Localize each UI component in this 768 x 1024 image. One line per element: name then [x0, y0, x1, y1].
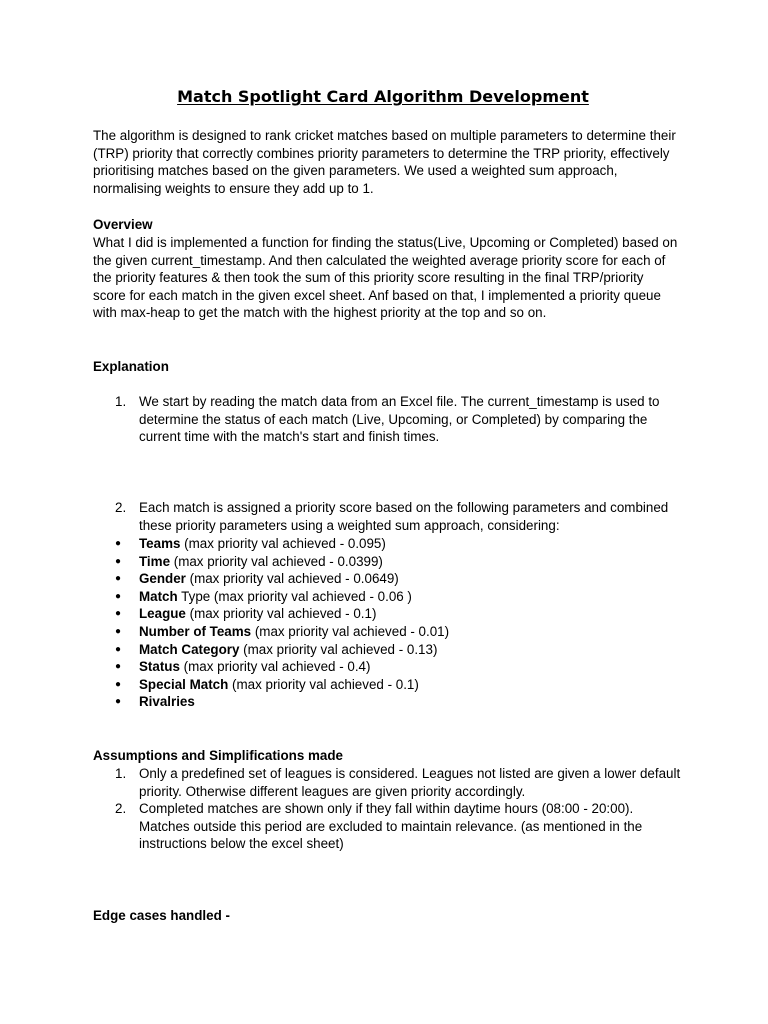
parameter-item [93, 570, 683, 588]
parameter-name: Status [139, 659, 180, 675]
list-number: 2. [115, 801, 127, 817]
overview-paragraph: What I did is implemented a function for finding the status(Live, Upcoming or Completed) based on the given current_timestamp. And then calculated the weighted average priority score for each of the priority features & then took the sum of this priority score resulting in the final TRP/priority score for each match in the given excel sheet. Anf based on that, I implemented a priority queue with max-heap to get the match with the highest priority at the top and so on. [93, 235, 678, 321]
parameter-name: Teams [139, 536, 181, 551]
bullet-icon: ● [115, 661, 122, 673]
list-item [93, 765, 683, 800]
bullet-icon: ● [115, 625, 122, 637]
parameter-detail: (max priority val achieved - 0.13) [239, 641, 438, 657]
parameter-item [93, 693, 683, 711]
parameter-item [93, 605, 683, 623]
bullet-icon: ● [115, 608, 122, 620]
assumptions-heading: Assumptions and Simplifications made [93, 748, 344, 763]
priority-parameters-list [93, 535, 683, 711]
parameter-name: Rivalries [139, 694, 195, 710]
bullet-icon: ● [115, 573, 122, 585]
list-item-text: We start by reading the match data from an Excel file. The current_timestamp is used to determine the status of each match (Live, Upcoming, or Completed) by comparing the current time with the match's start and finish times. [139, 394, 660, 445]
parameter-name: Number of Teams [139, 623, 252, 639]
bullet-icon: ● [115, 696, 122, 708]
parameter-name: Gender [139, 571, 186, 587]
list-item-text: Completed matches are shown only if they fall within daytime hours (08:00 - 20:00). Matches outside this period are excluded to maintain relevance. (as mentioned in the instructions below the excel sheet) [139, 801, 643, 852]
parameter-item [93, 588, 683, 606]
parameter-name: Special Match [139, 676, 229, 692]
list-item-text: Each match is assigned a priority score based on the following parameters and combined these priority parameters using a weighted sum approach, considering: [139, 500, 669, 533]
parameter-detail: (max priority val achieved - 0.095) [180, 536, 386, 551]
bullet-icon: ● [115, 538, 122, 549]
parameter-item [93, 623, 683, 641]
parameter-detail: (max priority val achieved - 0.0399) [170, 553, 383, 569]
bullet-icon: ● [115, 678, 122, 690]
document-title: Match Spotlight Card Algorithm Development [177, 87, 589, 106]
parameter-detail: (max priority val achieved - 0.4) [179, 659, 371, 675]
explanation-heading: Explanation [93, 359, 169, 374]
parameter-detail: (max priority val achieved - 0.0649) [185, 571, 399, 587]
list-item [93, 393, 683, 446]
parameter-name: Match Category [139, 641, 240, 657]
parameter-name: League [139, 606, 186, 622]
bullet-icon: ● [115, 643, 122, 655]
parameter-detail: (max priority val achieved - 0.1) [228, 676, 419, 692]
explanation-step-1 [93, 393, 683, 446]
parameter-name: Match [139, 588, 178, 604]
parameter-item [93, 641, 683, 659]
parameter-detail: (max priority val achieved - 0.1) [185, 606, 377, 622]
parameter-detail: (max priority val achieved - 0.01) [251, 623, 450, 639]
list-number: 2. [115, 500, 127, 515]
parameter-detail: Type (max priority val achieved - 0.06 ) [177, 588, 412, 604]
list-number: 1. [115, 394, 127, 409]
overview-heading: Overview [93, 217, 153, 232]
explanation-step-2 [93, 499, 683, 534]
parameter-item [93, 658, 683, 676]
edge-cases-heading: Edge cases handled - [93, 908, 230, 923]
list-item [93, 800, 683, 853]
parameter-name: Time [139, 553, 171, 569]
bullet-icon: ● [115, 555, 122, 567]
list-item-text: Only a predefined set of leagues is considered. Leagues not listed are given a lower default priority. Otherwise different leagues are given priority accordingly. [139, 766, 681, 799]
bullet-icon: ● [115, 590, 122, 602]
intro-paragraph: The algorithm is designed to rank cricket matches based on multiple parameters to determine their (TRP) priority that correctly combines priority parameters to determine the TRP priority, effectively prioritising matches based on the given parameters. We used a weighted sum approach, normalising weights to ensure they add up to 1. [93, 128, 676, 196]
parameter-item [93, 676, 683, 694]
list-item [93, 499, 683, 534]
assumptions-list [93, 765, 683, 853]
parameter-item [93, 535, 683, 553]
list-number: 1. [115, 766, 127, 781]
parameter-item [93, 553, 683, 571]
